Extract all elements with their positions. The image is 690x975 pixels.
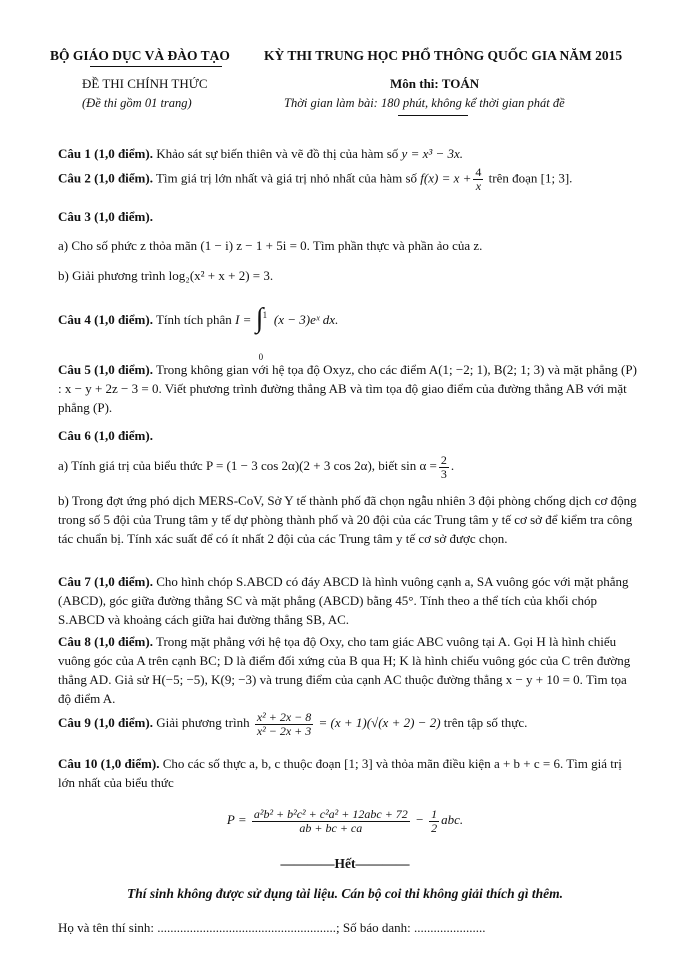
- question-5: [58, 360, 638, 417]
- question-1: [58, 144, 638, 163]
- fraction-numerator: a²b² + b²c² + c²a² + 12abc + 72: [253, 806, 408, 821]
- end-mark: ————Hết————: [280, 856, 410, 871]
- question-text: Giải phương trình: [156, 715, 250, 730]
- question-text: Khảo sát sự biến thiên và vẽ đồ thị của hàm số: [156, 146, 399, 161]
- fraction-numerator: 1: [431, 806, 438, 821]
- official-label: ĐỀ THI CHÍNH THỨC: [82, 76, 208, 91]
- fraction-numerator: x² + 2x − 8: [256, 709, 312, 724]
- fraction: [439, 454, 449, 481]
- fraction: [255, 711, 313, 738]
- question-label: Câu 9 (1,0 điểm).: [58, 715, 153, 730]
- question-label: Câu 10 (1,0 điểm).: [58, 756, 160, 771]
- question-label: Câu 7 (1,0 điểm).: [58, 574, 153, 589]
- fraction-denominator: ab + bc + ca: [299, 820, 363, 835]
- fraction-denominator: x: [475, 179, 482, 193]
- candidate-fields: Họ và tên thí sinh: .......................................................; Số báo danh: ......................: [58, 920, 486, 935]
- header-divider: [90, 66, 222, 67]
- fraction: [473, 166, 483, 193]
- question-3a: a) Cho số phức z thỏa mãn (1 − i) z − 1 + 5i = 0. Tìm phần thực và phần ảo của z.: [58, 238, 483, 253]
- formula-tail: abc.: [441, 812, 464, 827]
- footer-note: Thí sinh không được sử dụng tài liệu. Cán bộ coi thi không giải thích gì thêm.: [126, 886, 564, 901]
- fraction-denominator: 3: [440, 466, 447, 481]
- fraction: [252, 808, 410, 835]
- question-3-label: [58, 207, 638, 226]
- time-underline: [398, 115, 468, 116]
- question-4: [58, 300, 638, 363]
- question-math: y = x³ − 3x.: [401, 146, 464, 161]
- integral-sign: ∫ 1 0: [255, 301, 271, 341]
- question-label: Câu 8 (1,0 điểm).: [58, 634, 153, 649]
- question-label: Câu 2 (1,0 điểm).: [58, 170, 153, 186]
- question-6-label: [58, 426, 638, 445]
- question-text: a) Tính giá trị của biểu thức P = (1 − 3 cos 2α)(2 + 3 cos 2α), biết sin α =: [58, 458, 437, 473]
- fraction-denominator: x² − 2x + 3: [256, 723, 312, 738]
- question-text: Trong không gian với hệ tọa độ Oxyz, cho các điểm A(1; −2; 1), B(2; 1; 3) và mặt phẳng (P) : x − y + 2z − 3 = 0. Viết phương trình đường thẳng AB và tìm tọa độ giao điểm của đường thẳng AB với mặt phẳng (P).: [58, 362, 637, 415]
- question-7: [58, 572, 638, 629]
- question-text: Tính tích phân: [155, 312, 232, 327]
- integral-body: (x − 3)eˣ dx.: [273, 312, 339, 327]
- question-text: Cho hình chóp S.ABCD có đáy ABCD là hình vuông cạnh a, SA vuông góc với mặt phẳng (ABCD), góc giữa đường thẳng SC và mặt phẳng (ABCD) bằng 45°. Tính theo a thể tích của khối chóp S.ABCD và khoảng cách giữa hai đường thẳng SB, AC.: [58, 574, 629, 627]
- integral-upper: 1: [262, 310, 268, 321]
- question-2: [58, 166, 638, 193]
- time-note: Thời gian làm bài: 180 phút, không kể thời gian phát đề: [284, 96, 565, 110]
- question-6a: [58, 452, 638, 481]
- question-10-formula: [0, 800, 690, 840]
- question-tail: .: [450, 458, 455, 473]
- question-label: Câu 5 (1,0 điểm).: [58, 362, 153, 377]
- half-fraction: [429, 808, 439, 835]
- fraction-numerator: 4: [475, 165, 482, 179]
- question-text: Cho các số thực a, b, c thuộc đoạn [1; 3] và thỏa mãn điều kiện a + b + c = 6. Tìm giá trị lớn nhất của biểu thức: [58, 756, 622, 790]
- question-math: = (x + 1)(√(x + 2) − 2): [318, 715, 441, 730]
- question-label: Câu 4 (1,0 điểm).: [58, 312, 153, 327]
- integral-lhs: I =: [235, 312, 252, 327]
- question-label: Câu 3 (1,0 điểm).: [58, 209, 153, 224]
- exam-title: KỲ THI TRUNG HỌC PHỔ THÔNG QUỐC GIA NĂM 2015: [264, 48, 623, 63]
- question-10: [58, 754, 638, 792]
- pages-note: (Đề thi gồm 01 trang): [82, 96, 192, 110]
- question-text: Trong mặt phẳng với hệ tọa độ Oxy, cho tam giác ABC vuông tại A. Gọi H là hình chiếu vuông góc của A trên cạnh BC; D là điểm đối xứng của B qua H; K là hình chiếu vuông góc của C trên đường thẳng AD. Giả sử H(−5; −5), K(9; −3) và trung điểm của cạnh AC thuộc đường thẳng x − y + 10 = 0. Tìm tọa độ điểm A.: [58, 634, 631, 706]
- question-label: Câu 6 (1,0 điểm).: [58, 428, 153, 443]
- question-math: f(x) = x +: [420, 170, 472, 186]
- fraction-numerator: 2: [440, 452, 447, 467]
- subject-label: Môn thi: TOÁN: [390, 76, 480, 91]
- question-9: [58, 708, 638, 738]
- formula-lhs: P =: [226, 812, 247, 827]
- question-3b: b) Giải phương trình log₂(x² + x + 2) = 3.: [58, 268, 274, 283]
- question-label: Câu 1 (1,0 điểm).: [58, 146, 153, 161]
- question-8: [58, 632, 638, 708]
- fraction-denominator: 2: [431, 820, 438, 835]
- question-6b: b) Trong đợt ứng phó dịch MERS-CoV, Sở Y tế thành phố đã chọn ngẫu nhiên 3 đội phòng chống dịch cơ động trong số 5 đội của Trung tâm y tế dự phòng thành phố và 20 đội của các Trung tâm y tế cơ sở để kiểm tra công tác chuẩn bị. Tính xác suất để có ít nhất 2 đội của các Trung tâm y tế cơ sở được chọn.: [58, 493, 637, 546]
- integral-lower: 0: [258, 352, 264, 363]
- ministry-title: BỘ GIÁO DỤC VÀ ĐÀO TẠO: [50, 48, 230, 63]
- question-tail: trên tập số thực.: [443, 715, 528, 730]
- question-tail: trên đoạn [1; 3].: [488, 170, 573, 186]
- question-text: Tìm giá trị lớn nhất và giá trị nhỏ nhất của hàm số: [155, 170, 418, 186]
- minus-sign: −: [415, 812, 424, 827]
